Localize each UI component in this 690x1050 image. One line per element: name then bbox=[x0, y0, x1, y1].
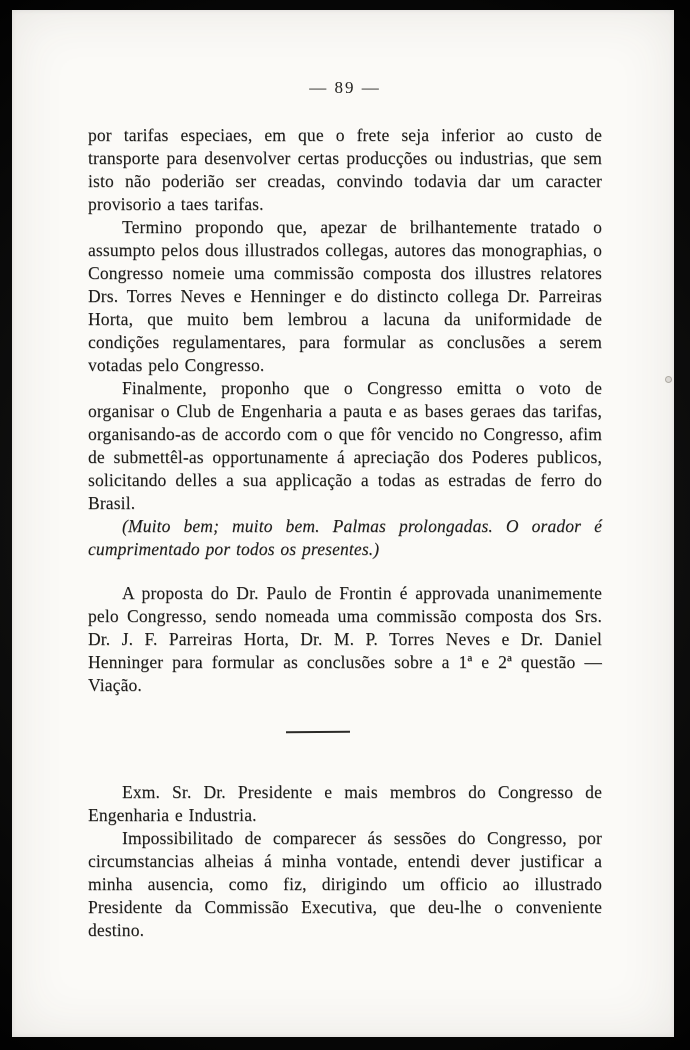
paragraph-termino-propondo: Termino propondo que, apezar de brilhantemente tratado o assumpto pelos dous illustrados collegas, autores das monographias, o Congresso nomeie uma commissão composta dos illustres relatores Drs. Torres Neves e Henninger e do distincto collega Dr. Parreiras Horta, que muito bem lembrou a lacuna da uniformidade de condições regulamentares, para formular as conclusões a serem votadas pelo Congresso. bbox=[88, 217, 602, 375]
page-number: — 89 — bbox=[309, 78, 381, 97]
paragraph-tarifas-especiaes: por tarifas especiaes, em que o frete seja inferior ao custo de transporte para desenvolver certas producções ou industrias, que sem isto não poderião ser creadas, convindo todavia dar um caracter provisorio a taes tarifas. bbox=[88, 125, 602, 214]
paragraph-stage-direction: (Muito bem; muito bem. Palmas prolongadas. O orador é cumprimentado por todos os presentes.) bbox=[88, 516, 602, 559]
document-page bbox=[12, 10, 674, 1037]
paragraph-salutation: Exm. Sr. Dr. Presidente e mais membros do Congresso de Engenharia e Industria. bbox=[88, 782, 602, 825]
page-content bbox=[88, 78, 602, 942]
paragraph-impossibilitado: Impossibilitado de comparecer ás sessões do Congresso, por circumstancias alheias á minha vontade, entendi dever justificar a minha ausencia, como fiz, dirigindo um officio ao illustrado Presidente da Commissão Executiva, que deu-lhe o conveniente destino. bbox=[88, 828, 602, 940]
section-divider bbox=[286, 731, 350, 733]
paragraph-proposta-approvada: A proposta do Dr. Paulo de Frontin é approvada unanimemente pelo Congresso, sendo nomeada uma commissão composta dos Srs. Dr. J. F. Parreiras Horta, Dr. M. P. Torres Neves e Dr. Daniel Henninger para formular as conclusões sobre a 1ª e 2ª questão — Viação. bbox=[88, 583, 602, 695]
scan-artifact-dot bbox=[665, 376, 672, 383]
paragraph-finalmente-proponho: Finalmente, proponho que o Congresso emitta o voto de organisar o Club de Engenharia a pauta e as bases geraes das tarifas, organisando-as de accordo com o que fôr vencido no Congresso, afim de submettêl-as opportunamente á apreciação dos Poderes publicos, solicitando delles a sua applicação a todas as estradas de ferro do Brasil. bbox=[88, 378, 602, 513]
